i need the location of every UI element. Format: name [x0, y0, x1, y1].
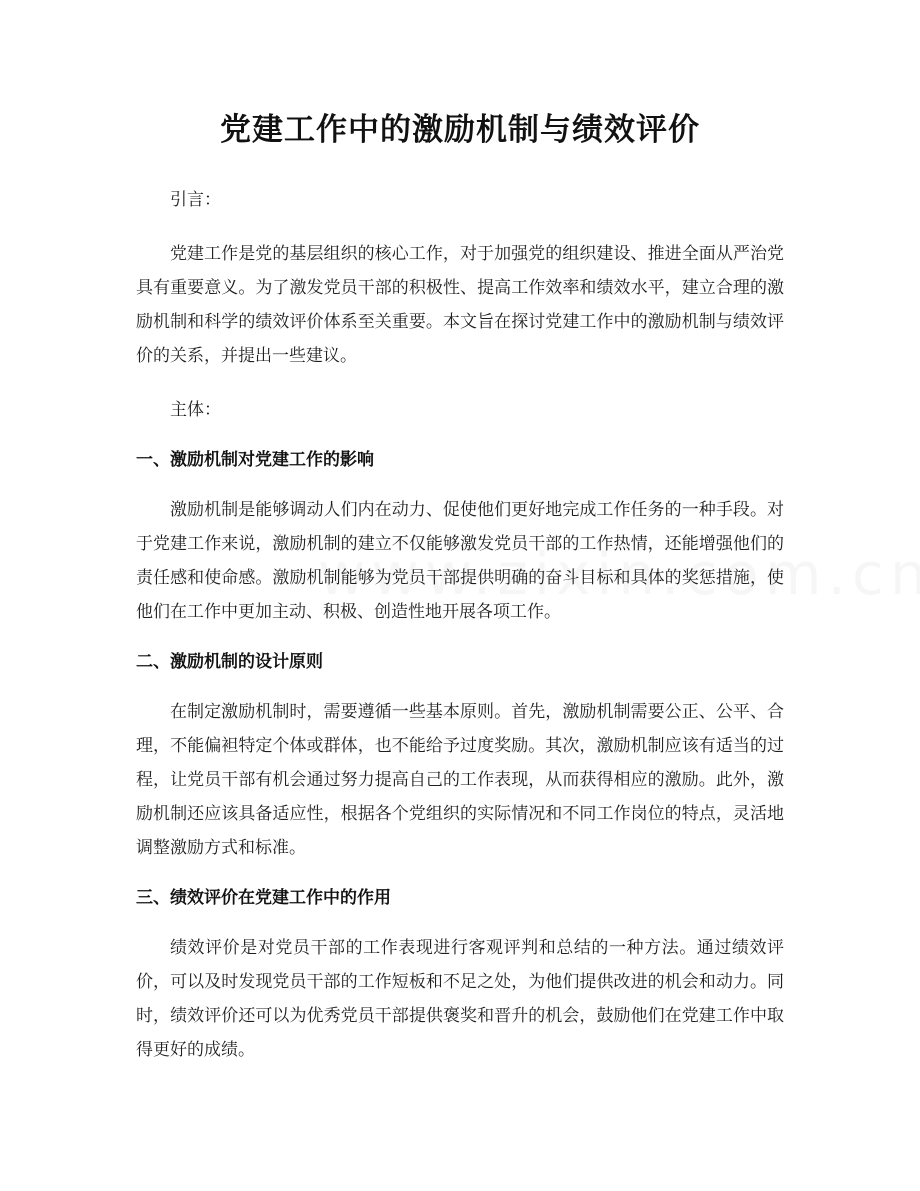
intro-paragraph: 党建工作是党的基层组织的核心工作，对于加强党的组织建设、推进全面从严治党具有重要意义。为了激发党员干部的积极性、提高工作效率和绩效水平，建立合理的激励机制和科学的绩效评价体系至关重要。本文旨在探讨党建工作中的激励机制与绩效评价的关系，并提出一些建议。: [136, 244, 784, 366]
section-heading-3: 三、绩效评价在党建工作中的作用: [136, 888, 391, 908]
section-heading-2: 二、激励机制的设计原则: [136, 652, 323, 672]
intro-label: 引言：: [170, 190, 221, 210]
main-label: 主体：: [170, 400, 221, 420]
section-paragraph-3: 绩效评价是对党员干部的工作表现进行客观评判和总结的一种方法。通过绩效评价，可以及时发现党员干部的工作短板和不足之处，为他们提供改进的机会和动力。同时，绩效评价还可以为优秀党员干部提供褒奖和晋升的机会，鼓励他们在党建工作中取得更好的成绩。: [136, 938, 784, 1060]
section-paragraph-1: 激励机制是能够调动人们内在动力、促使他们更好地完成工作任务的一种手段。对于党建工作来说，激励机制的建立不仅能够激发党员干部的工作热情，还能增强他们的责任感和使命感。激励机制能够为党员干部提供明确的奋斗目标和具体的奖惩措施，使他们在工作中更加主动、积极、创造性地开展各项工作。: [136, 500, 784, 622]
section-paragraph-2: 在制定激励机制时，需要遵循一些基本原则。首先，激励机制需要公正、公平、合理，不能偏袒特定个体或群体，也不能给予过度奖励。其次，激励机制应该有适当的过程，让党员干部有机会通过努力提高自己的工作表现，从而获得相应的激励。此外，激励机制还应该具备适应性，根据各个党组织的实际情况和不同工作岗位的特点，灵活地调整激励方式和标准。: [136, 702, 784, 858]
section-heading-1: 一、激励机制对党建工作的影响: [136, 450, 374, 470]
document-title: 党建工作中的激励机制与绩效评价: [220, 112, 700, 148]
